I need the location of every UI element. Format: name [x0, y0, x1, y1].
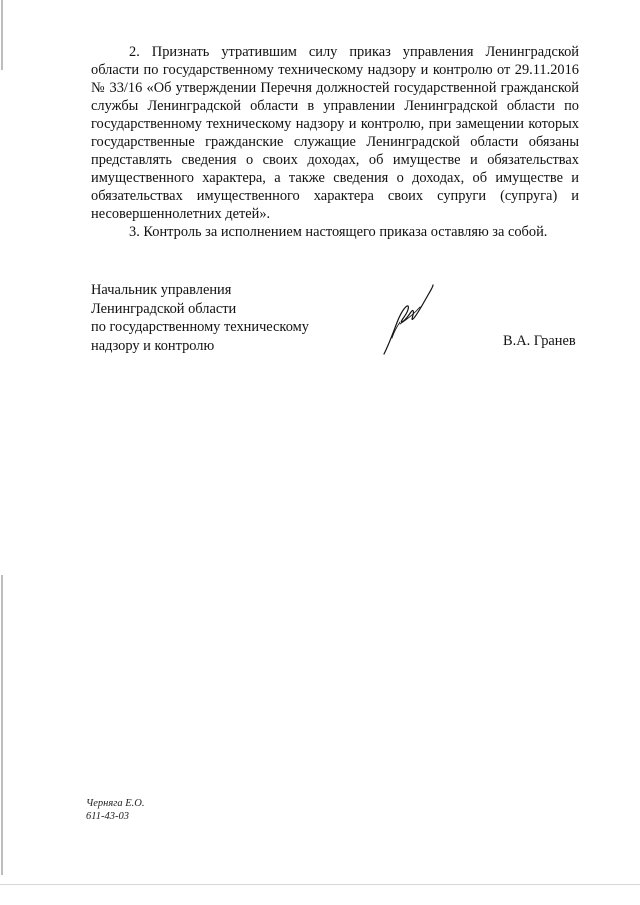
position-line: Ленинградской области	[91, 300, 237, 317]
executor-phone: 611-43-03	[86, 810, 129, 822]
document-body	[91, 43, 579, 241]
signer-name: В.А. Гранев	[503, 333, 576, 349]
position-line: Начальник управления	[91, 282, 232, 298]
position-line: надзору и контролю	[91, 337, 215, 354]
signer-position	[91, 281, 351, 355]
scan-margin-mark	[1, 0, 3, 70]
scan-margin-mark	[1, 575, 3, 875]
paragraph-3: 3. Контроль за исполнением настоящего приказа оставляю за собой.	[129, 224, 548, 240]
position-line: по государственному техническому	[91, 319, 309, 335]
executor-name: Черняга Е.О.	[86, 798, 145, 809]
paragraph-2: 2. Признать утратившим силу приказ управления Ленинградской области по государственному техническому надзору и контролю от 29.11.2016 № 33/16 «Об утверждении Перечня должностей государственной гражданской службы Ленинградской области в управлении Ленинградской области по государственному техническому надзору и контролю, при замещении которых государственные гражданские служащие Ленинградской области обязаны представлять сведения о своих доходах, об имуществе и обязательствах имущественного характера, а также сведения о доходах, об имуществе и обязательствах имущественного характера своих супруги (супруга) и несовершеннолетних детей».	[91, 44, 579, 222]
handwritten-signature	[378, 284, 440, 356]
executor-footer	[86, 798, 144, 823]
scan-bottom-edge	[0, 884, 640, 885]
